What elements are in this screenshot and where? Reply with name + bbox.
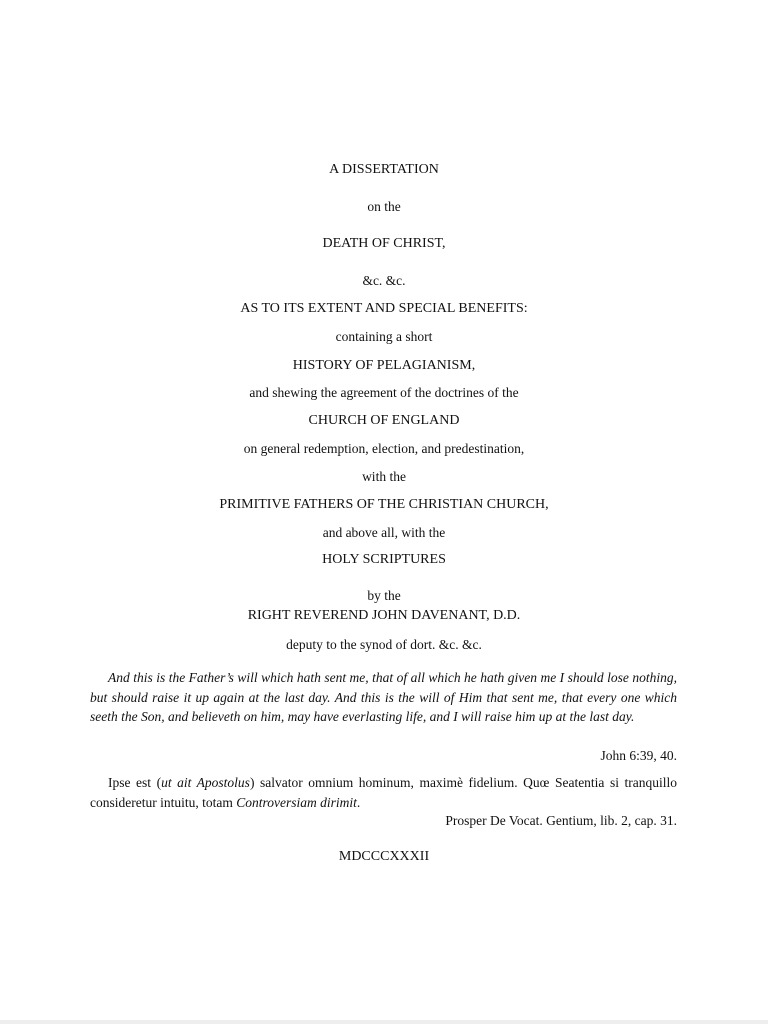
epigraph-scripture-source: John 6:39, 40. [600,748,677,763]
epigraph-prosper-source: Prosper De Vocat. Gentium, lib. 2, cap. 31. [445,813,677,828]
epigraph-scripture [90,668,677,727]
title-line-containing: containing a short [335,329,433,344]
title-line-primitive-fathers: PRIMITIVE FATHERS OF THE CHRISTIAN CHURCH, [219,497,549,512]
epigraph-prosper [90,773,677,812]
epigraph-prosper-text-d: Controversiam dirimit [236,794,357,810]
title-line-holy-scriptures: HOLY SCRIPTURES [322,552,446,567]
title-line-church-of-england: CHURCH OF ENGLAND [308,413,460,428]
title-line-redemption: on general redemption, election, and predestination, [243,441,525,456]
epigraph-prosper-text-b: ut ait Apostolus [161,775,250,790]
title-line-on-the: on the [367,199,401,214]
title-line-death-of-christ: DEATH OF CHRIST, [322,236,446,251]
author-role: deputy to the synod of dort. &c. &c. [286,637,482,652]
title-line-extent-benefits: AS TO ITS EXTENT AND SPECIAL BENEFITS: [240,301,528,316]
epigraph-scripture-text: And this is the Father’s will which hath sent me, that of all which he hath given me I should lose nothing, but should raise it up again at the last day. And this is the will of Him that sent me, that every one which seeth the Son, and believeth on him, may have everlasting life, and I will raise him up at the last day. [90,670,677,724]
author-name: RIGHT REVEREND JOHN DAVENANT, D.D. [247,608,521,623]
title-line-dissertation: A DISSERTATION [329,162,439,177]
title-line-shewing-agreement: and shewing the agreement of the doctrines of the [249,385,519,400]
title-line-above-all: and above all, with the [322,525,446,540]
epigraph-prosper-text-e: . [356,794,361,810]
title-line-with-the: with the [362,469,406,484]
title-line-pelagianism: HISTORY OF PELAGIANISM, [292,358,476,373]
publication-year: MDCCCXXXII [338,849,430,864]
page-bottom-edge [0,1020,768,1024]
epigraph-prosper-text-c: ) salvator omnium hominum, maximè fidelium. Quœ Seatentia si tranquillo consideretur intuitu, totam [90,775,678,810]
epigraph-prosper-text-a: Ipse est ( [108,775,162,790]
title-line-etc: &c. &c. [362,273,406,288]
author-by-the: by the [367,588,401,603]
